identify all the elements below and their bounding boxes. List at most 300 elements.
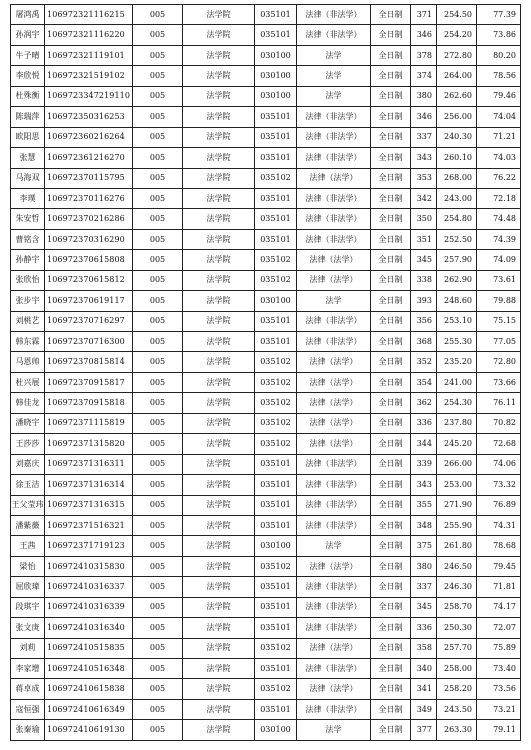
table-row (11, 107, 521, 127)
preliminary-score-cell: 362 (411, 393, 437, 413)
exam-number-cell: 106972321119101 (45, 45, 133, 65)
table-row (11, 597, 521, 617)
college-cell: 法学院 (183, 352, 255, 372)
total-score-cell: 74.03 (477, 148, 521, 168)
candidate-name-cell: 陈瑞萍 (11, 107, 45, 127)
table-row (11, 5, 521, 25)
retest-score-cell: 262.60 (437, 86, 477, 106)
college-cell: 法学院 (183, 638, 255, 658)
exam-number-cell: 106972370716297 (45, 311, 133, 331)
study-mode-cell: 全日制 (371, 168, 411, 188)
total-score-cell: 74.06 (477, 454, 521, 474)
major-name-cell: 法学 (297, 291, 371, 311)
study-mode-cell: 全日制 (371, 352, 411, 372)
exam-number-cell: 106972410316340 (45, 618, 133, 638)
preliminary-score-cell: 358 (411, 638, 437, 658)
major-code-cell: 035101 (255, 659, 297, 679)
preliminary-score-cell: 352 (411, 352, 437, 372)
total-score-cell: 74.48 (477, 209, 521, 229)
total-score-cell: 78.56 (477, 66, 521, 86)
candidate-name-cell: 杜殊衡 (11, 86, 45, 106)
candidate-name-cell: 寇恒强 (11, 699, 45, 719)
retest-score-cell: 272.80 (437, 45, 477, 65)
college-cell: 法学院 (183, 556, 255, 576)
total-score-cell: 79.45 (477, 556, 521, 576)
candidate-name-cell: 刘嘉庆 (11, 454, 45, 474)
total-score-cell: 75.15 (477, 311, 521, 331)
college-cell: 法学院 (183, 127, 255, 147)
candidate-name-cell: 欧阳思 (11, 127, 45, 147)
major-name-cell: 法学 (297, 720, 371, 740)
total-score-cell: 74.39 (477, 229, 521, 249)
table-row (11, 127, 521, 147)
study-mode-cell: 全日制 (371, 107, 411, 127)
candidate-name-cell: 孙润宇 (11, 25, 45, 45)
preliminary-score-cell: 336 (411, 413, 437, 433)
exam-number-cell: 106972370116276 (45, 188, 133, 208)
major-code-cell: 035101 (255, 577, 297, 597)
college-cell: 法学院 (183, 597, 255, 617)
study-mode-cell: 全日制 (371, 679, 411, 699)
table-row (11, 577, 521, 597)
college-cell: 法学院 (183, 495, 255, 515)
table-row (11, 45, 521, 65)
preliminary-score-cell: 377 (411, 720, 437, 740)
college-cell: 法学院 (183, 209, 255, 229)
preliminary-score-cell: 353 (411, 168, 437, 188)
major-code-cell: 035101 (255, 495, 297, 515)
retest-score-cell: 248.60 (437, 291, 477, 311)
major-code-cell: 035102 (255, 638, 297, 658)
exam-number-cell: 106972370619117 (45, 291, 133, 311)
unit-code-cell: 005 (133, 597, 183, 617)
college-cell: 法学院 (183, 679, 255, 699)
exam-number-cell: 106972370915818 (45, 393, 133, 413)
major-name-cell: 法律（非法学） (297, 454, 371, 474)
table-row (11, 291, 521, 311)
retest-score-cell: 241.00 (437, 372, 477, 392)
major-name-cell: 法律（非法学） (297, 577, 371, 597)
retest-score-cell: 254.30 (437, 393, 477, 413)
exam-number-cell: 106972410315830 (45, 556, 133, 576)
study-mode-cell: 全日制 (371, 270, 411, 290)
exam-number-cell: 106972410316337 (45, 577, 133, 597)
unit-code-cell: 005 (133, 372, 183, 392)
major-name-cell: 法律（非法学） (297, 332, 371, 352)
candidate-name-cell: 刘桃艺 (11, 311, 45, 331)
major-code-cell: 035101 (255, 454, 297, 474)
major-name-cell: 法律（法学） (297, 168, 371, 188)
retest-score-cell: 258.20 (437, 679, 477, 699)
major-code-cell: 035101 (255, 148, 297, 168)
retest-score-cell: 246.30 (437, 577, 477, 597)
total-score-cell: 74.09 (477, 250, 521, 270)
total-score-cell: 75.89 (477, 638, 521, 658)
college-cell: 法学院 (183, 434, 255, 454)
major-name-cell: 法学 (297, 536, 371, 556)
college-cell: 法学院 (183, 5, 255, 25)
major-code-cell: 035102 (255, 352, 297, 372)
major-name-cell: 法律（非法学） (297, 495, 371, 515)
total-score-cell: 74.04 (477, 107, 521, 127)
table-row (11, 352, 521, 372)
table-row (11, 86, 521, 106)
major-code-cell: 035101 (255, 618, 297, 638)
college-cell: 法学院 (183, 188, 255, 208)
preliminary-score-cell: 342 (411, 188, 437, 208)
major-code-cell: 035102 (255, 250, 297, 270)
major-name-cell: 法律（非法学） (297, 618, 371, 638)
major-name-cell: 法律（非法学） (297, 699, 371, 719)
table-row (11, 270, 521, 290)
major-code-cell: 030100 (255, 66, 297, 86)
candidate-name-cell: 马海双 (11, 168, 45, 188)
study-mode-cell: 全日制 (371, 618, 411, 638)
major-name-cell: 法律（非法学） (297, 107, 371, 127)
table-row (11, 148, 521, 168)
exam-number-cell: 106972370615812 (45, 270, 133, 290)
exam-number-cell: 106972371719123 (45, 536, 133, 556)
table-row (11, 229, 521, 249)
unit-code-cell: 005 (133, 454, 183, 474)
total-score-cell: 80.20 (477, 45, 521, 65)
table-row (11, 209, 521, 229)
retest-score-cell: 255.30 (437, 332, 477, 352)
total-score-cell: 78.68 (477, 536, 521, 556)
college-cell: 法学院 (183, 107, 255, 127)
major-name-cell: 法律（非法学） (297, 5, 371, 25)
exam-number-cell: 106972410616349 (45, 699, 133, 719)
total-score-cell: 76.22 (477, 168, 521, 188)
candidate-name-cell: 王莎莎 (11, 434, 45, 454)
exam-number-cell: 106972334721911​0 (45, 86, 133, 106)
candidate-name-cell: 王茜 (11, 536, 45, 556)
unit-code-cell: 005 (133, 148, 183, 168)
major-name-cell: 法律（法学） (297, 270, 371, 290)
total-score-cell: 72.80 (477, 352, 521, 372)
preliminary-score-cell: 343 (411, 148, 437, 168)
total-score-cell: 76.89 (477, 495, 521, 515)
study-mode-cell: 全日制 (371, 699, 411, 719)
table-row (11, 720, 521, 740)
major-code-cell: 035101 (255, 209, 297, 229)
major-name-cell: 法律（非法学） (297, 597, 371, 617)
college-cell: 法学院 (183, 229, 255, 249)
major-code-cell: 030100 (255, 86, 297, 106)
unit-code-cell: 005 (133, 659, 183, 679)
retest-score-cell: 252.50 (437, 229, 477, 249)
major-name-cell: 法律（非法学） (297, 475, 371, 495)
table-row (11, 515, 521, 535)
major-name-cell: 法律（法学） (297, 679, 371, 699)
retest-score-cell: 243.00 (437, 188, 477, 208)
unit-code-cell: 005 (133, 556, 183, 576)
major-code-cell: 030100 (255, 291, 297, 311)
college-cell: 法学院 (183, 393, 255, 413)
unit-code-cell: 005 (133, 127, 183, 147)
candidate-name-cell: 蒋卓成 (11, 679, 45, 699)
unit-code-cell: 005 (133, 86, 183, 106)
total-score-cell: 73.86 (477, 25, 521, 45)
retest-score-cell: 254.20 (437, 25, 477, 45)
major-name-cell: 法律（非法学） (297, 209, 371, 229)
major-name-cell: 法律（法学） (297, 556, 371, 576)
total-score-cell: 74.17 (477, 597, 521, 617)
study-mode-cell: 全日制 (371, 536, 411, 556)
college-cell: 法学院 (183, 618, 255, 638)
study-mode-cell: 全日制 (371, 332, 411, 352)
exam-number-cell: 106972370615808 (45, 250, 133, 270)
candidate-name-cell: 段琪宇 (11, 597, 45, 617)
college-cell: 法学院 (183, 413, 255, 433)
exam-number-cell: 106972410516348 (45, 659, 133, 679)
candidate-name-cell: 杜兴展 (11, 372, 45, 392)
candidate-name-cell: 王父莹玮 (11, 495, 45, 515)
table-body (11, 5, 521, 741)
retest-score-cell: 264.00 (437, 66, 477, 86)
unit-code-cell: 005 (133, 536, 183, 556)
major-name-cell: 法学 (297, 45, 371, 65)
table-row (11, 393, 521, 413)
major-name-cell: 法律（非法学） (297, 659, 371, 679)
study-mode-cell: 全日制 (371, 291, 411, 311)
preliminary-score-cell: 346 (411, 25, 437, 45)
major-code-cell: 035101 (255, 515, 297, 535)
candidate-name-cell: 梁怡 (11, 556, 45, 576)
exam-number-cell: 106972371316315 (45, 495, 133, 515)
unit-code-cell: 005 (133, 107, 183, 127)
study-mode-cell: 全日制 (371, 720, 411, 740)
preliminary-score-cell: 345 (411, 597, 437, 617)
unit-code-cell: 005 (133, 393, 183, 413)
preliminary-score-cell: 371 (411, 5, 437, 25)
total-score-cell: 73.32 (477, 475, 521, 495)
preliminary-score-cell: 393 (411, 291, 437, 311)
unit-code-cell: 005 (133, 720, 183, 740)
exam-number-cell: 106972360216264 (45, 127, 133, 147)
college-cell: 法学院 (183, 25, 255, 45)
preliminary-score-cell: 339 (411, 454, 437, 474)
candidate-name-cell: 韩东霖 (11, 332, 45, 352)
total-score-cell: 73.66 (477, 372, 521, 392)
major-code-cell: 035102 (255, 679, 297, 699)
candidate-name-cell: 李璞 (11, 188, 45, 208)
major-code-cell: 035101 (255, 25, 297, 45)
unit-code-cell: 005 (133, 679, 183, 699)
preliminary-score-cell: 344 (411, 434, 437, 454)
total-score-cell: 72.07 (477, 618, 521, 638)
exam-number-cell: 106972370915817 (45, 372, 133, 392)
college-cell: 法学院 (183, 577, 255, 597)
retest-score-cell: 266.00 (437, 454, 477, 474)
major-code-cell: 035102 (255, 413, 297, 433)
study-mode-cell: 全日制 (371, 597, 411, 617)
study-mode-cell: 全日制 (371, 148, 411, 168)
retest-score-cell: 237.80 (437, 413, 477, 433)
candidate-name-cell: 张步宇 (11, 291, 45, 311)
total-score-cell: 79.46 (477, 86, 521, 106)
preliminary-score-cell: 337 (411, 127, 437, 147)
major-name-cell: 法律（非法学） (297, 229, 371, 249)
preliminary-score-cell: 380 (411, 556, 437, 576)
college-cell: 法学院 (183, 250, 255, 270)
study-mode-cell: 全日制 (371, 577, 411, 597)
candidate-name-cell: 徐玉洁 (11, 475, 45, 495)
unit-code-cell: 005 (133, 66, 183, 86)
exam-number-cell: 106972410316339 (45, 597, 133, 617)
unit-code-cell: 005 (133, 270, 183, 290)
retest-score-cell: 257.90 (437, 250, 477, 270)
unit-code-cell: 005 (133, 311, 183, 331)
study-mode-cell: 全日制 (371, 86, 411, 106)
retest-score-cell: 250.30 (437, 618, 477, 638)
unit-code-cell: 005 (133, 434, 183, 454)
study-mode-cell: 全日制 (371, 413, 411, 433)
retest-score-cell: 271.90 (437, 495, 477, 515)
exam-number-cell: 106972371315820 (45, 434, 133, 454)
major-code-cell: 035101 (255, 332, 297, 352)
retest-score-cell: 253.10 (437, 311, 477, 331)
table-row (11, 659, 521, 679)
retest-score-cell: 245.20 (437, 434, 477, 454)
exam-number-cell: 106972371316311 (45, 454, 133, 474)
preliminary-score-cell: 345 (411, 250, 437, 270)
total-score-cell: 72.18 (477, 188, 521, 208)
college-cell: 法学院 (183, 311, 255, 331)
preliminary-score-cell: 336 (411, 618, 437, 638)
major-code-cell: 035102 (255, 372, 297, 392)
candidate-name-cell: 李欣悦 (11, 66, 45, 86)
major-code-cell: 035101 (255, 5, 297, 25)
unit-code-cell: 005 (133, 332, 183, 352)
major-name-cell: 法律（法学） (297, 352, 371, 372)
retest-score-cell: 254.80 (437, 209, 477, 229)
table-row (11, 556, 521, 576)
major-code-cell: 035102 (255, 168, 297, 188)
candidate-name-cell: 朱安哲 (11, 209, 45, 229)
table-row (11, 618, 521, 638)
major-code-cell: 035102 (255, 556, 297, 576)
exam-number-cell: 106972371316314 (45, 475, 133, 495)
total-score-cell: 71.81 (477, 577, 521, 597)
exam-number-cell: 106972371516321 (45, 515, 133, 535)
candidate-name-cell: 潘晓宇 (11, 413, 45, 433)
preliminary-score-cell: 368 (411, 332, 437, 352)
study-mode-cell: 全日制 (371, 25, 411, 45)
study-mode-cell: 全日制 (371, 659, 411, 679)
exam-number-cell: 106972370716300 (45, 332, 133, 352)
exam-number-cell: 106972410619130 (45, 720, 133, 740)
unit-code-cell: 005 (133, 291, 183, 311)
candidate-name-cell: 马恩帅 (11, 352, 45, 372)
table-row (11, 332, 521, 352)
study-mode-cell: 全日制 (371, 393, 411, 413)
major-code-cell: 035101 (255, 311, 297, 331)
major-code-cell: 035101 (255, 475, 297, 495)
major-name-cell: 法律（非法学） (297, 127, 371, 147)
unit-code-cell: 005 (133, 495, 183, 515)
retest-score-cell: 258.00 (437, 659, 477, 679)
college-cell: 法学院 (183, 291, 255, 311)
college-cell: 法学院 (183, 515, 255, 535)
candidate-name-cell: 韩佳龙 (11, 393, 45, 413)
study-mode-cell: 全日制 (371, 45, 411, 65)
table-row (11, 495, 521, 515)
preliminary-score-cell: 338 (411, 270, 437, 290)
retest-score-cell: 257.70 (437, 638, 477, 658)
table-row (11, 188, 521, 208)
unit-code-cell: 005 (133, 229, 183, 249)
candidate-name-cell: 屈欣瑋 (11, 577, 45, 597)
candidate-name-cell: 张秦瑜 (11, 720, 45, 740)
major-code-cell: 035101 (255, 229, 297, 249)
unit-code-cell: 005 (133, 475, 183, 495)
major-name-cell: 法律（非法学） (297, 25, 371, 45)
preliminary-score-cell: 341 (411, 679, 437, 699)
exam-number-cell: 106972350316253 (45, 107, 133, 127)
major-name-cell: 法律（法学） (297, 372, 371, 392)
exam-number-cell: 106972370815814 (45, 352, 133, 372)
exam-number-cell: 106972321116220 (45, 25, 133, 45)
study-mode-cell: 全日制 (371, 66, 411, 86)
major-name-cell: 法学 (297, 66, 371, 86)
total-score-cell: 74.31 (477, 515, 521, 535)
major-code-cell: 030100 (255, 536, 297, 556)
retest-score-cell: 240.30 (437, 127, 477, 147)
retest-score-cell: 243.50 (437, 699, 477, 719)
college-cell: 法学院 (183, 66, 255, 86)
unit-code-cell: 005 (133, 209, 183, 229)
preliminary-score-cell: 349 (411, 699, 437, 719)
unit-code-cell: 005 (133, 352, 183, 372)
major-code-cell: 035101 (255, 107, 297, 127)
study-mode-cell: 全日制 (371, 475, 411, 495)
unit-code-cell: 005 (133, 699, 183, 719)
major-code-cell: 035101 (255, 127, 297, 147)
unit-code-cell: 005 (133, 45, 183, 65)
study-mode-cell: 全日制 (371, 229, 411, 249)
retest-score-cell: 261.80 (437, 536, 477, 556)
table-row (11, 638, 521, 658)
preliminary-score-cell: 343 (411, 475, 437, 495)
table-row (11, 372, 521, 392)
college-cell: 法学院 (183, 659, 255, 679)
table-row (11, 475, 521, 495)
total-score-cell: 76.11 (477, 393, 521, 413)
preliminary-score-cell: 337 (411, 577, 437, 597)
candidate-name-cell: 曹铭含 (11, 229, 45, 249)
study-mode-cell: 全日制 (371, 638, 411, 658)
unit-code-cell: 005 (133, 638, 183, 658)
table-row (11, 536, 521, 556)
table-row (11, 250, 521, 270)
table-row (11, 413, 521, 433)
table-row (11, 454, 521, 474)
study-mode-cell: 全日制 (371, 434, 411, 454)
unit-code-cell: 005 (133, 618, 183, 638)
table-row (11, 66, 521, 86)
total-score-cell: 71.21 (477, 127, 521, 147)
exam-number-cell: 106972370115795 (45, 168, 133, 188)
total-score-cell: 73.21 (477, 699, 521, 719)
major-name-cell: 法律（法学） (297, 638, 371, 658)
major-name-cell: 法律（非法学） (297, 311, 371, 331)
exam-number-cell: 106972371115819 (45, 413, 133, 433)
major-name-cell: 法学 (297, 86, 371, 106)
major-code-cell: 035101 (255, 188, 297, 208)
unit-code-cell: 005 (133, 413, 183, 433)
major-code-cell: 035101 (255, 699, 297, 719)
